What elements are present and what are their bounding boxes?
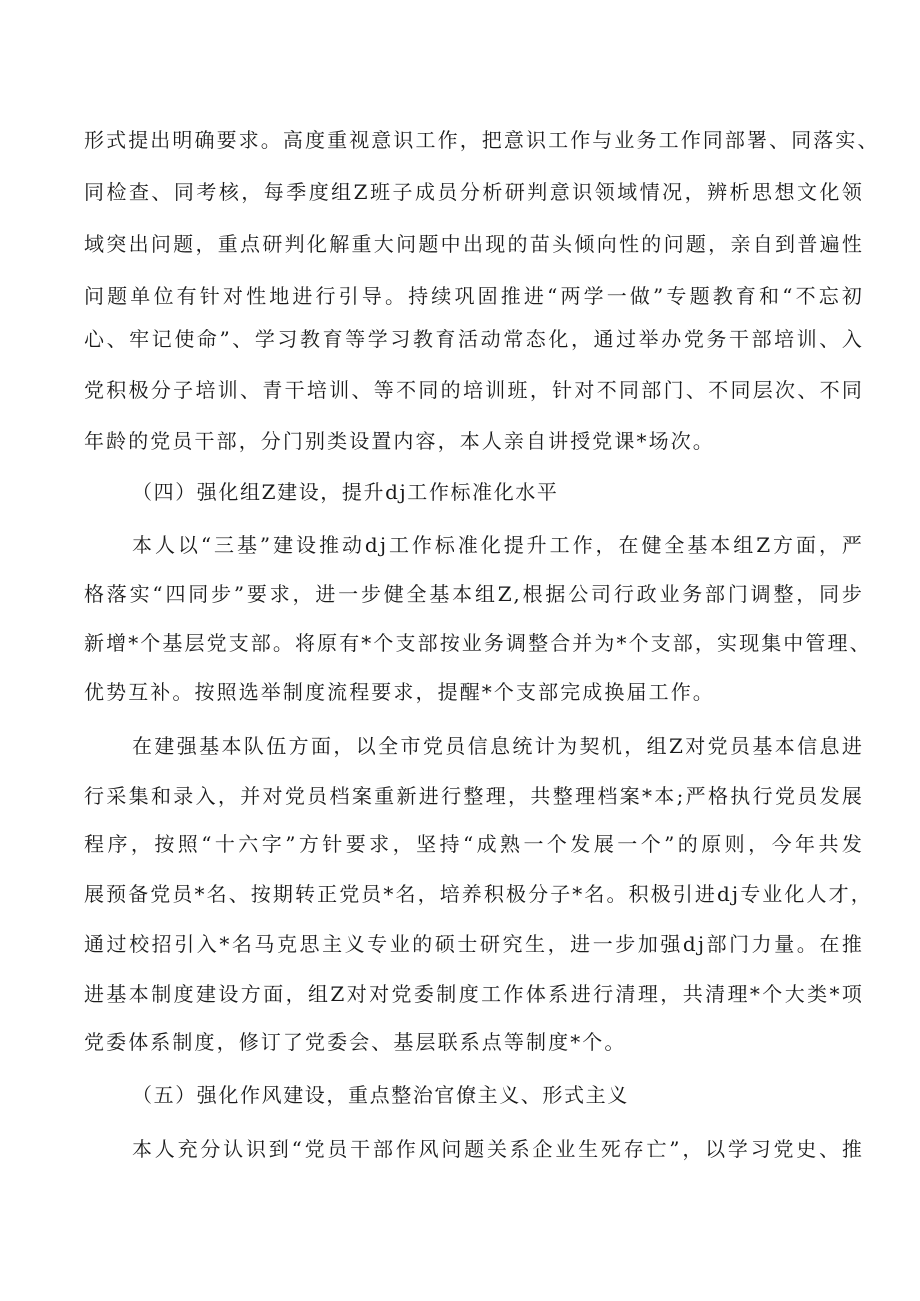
paragraph-line: 行采集和录入，并对党员档案重新进行整理，共整理档案*本;严格执行党员发展 [84,784,864,808]
paragraph-line: 年龄的党员干部，分门别类设置内容，本人亲自讲授党课*场次。 [84,429,715,453]
paragraph-line: 形式提出明确要求。高度重视意识工作，把意识工作与业务工作同部署、同落实、 [84,128,880,152]
section-heading-4: （四）强化组Z建设，提升dj工作标准化水平 [132,480,559,504]
paragraph-line: 党委体系制度，修订了党委会、基层联系点等制度*个。 [84,1030,627,1054]
paragraph-line: 本人充分认识到“党员干部作风问题关系企业生死存亡”，以学习党史、推 [132,1137,864,1161]
section-heading-5: （五）强化作风建设，重点整治官僚主义、形式主义 [132,1083,629,1107]
paragraph-line: 进基本制度建设方面，组Z对对党委制度工作体系进行清理，共清理*个大类*项 [84,982,864,1006]
paragraph-line: 党积极分子培训、青干培训、等不同的培训班，针对不同部门、不同层次、不同 [84,378,864,402]
paragraph-line: 心、牢记使命”、学习教育等学习教育活动常态化，通过举办党务干部培训、入 [84,327,864,351]
paragraph-line: 优势互补。按照选举制度流程要求，提醒*个支部完成换届工作。 [84,680,715,704]
paragraph-line: 新增*个基层党支部。将原有*个支部按业务调整合并为*个支部，实现集中管理、 [84,631,872,655]
paragraph-line: 问题单位有针对性地进行引导。持续巩固推进“两学一做”专题教育和“不忘初 [84,284,864,308]
paragraph-line: 格落实“四同步”要求，进一步健全基本组Z,根据公司行政业务部门调整，同步 [84,582,864,606]
paragraph-line: 程序，按照“十六字”方针要求，坚持“成熟一个发展一个”的原则，今年共发 [84,832,864,856]
paragraph-line: 在建强基本队伍方面，以全市党员信息统计为契机，组Z对党员基本信息进 [132,734,864,758]
paragraph-line: 展预备党员*名、按期转正党员*名，培养积极分子*名。积极引进dj专业化人才， [84,882,873,906]
paragraph-line: 域突出问题，重点研判化解重大问题中出现的苗头倾向性的问题，亲自到普遍性 [84,232,864,256]
paragraph-line: 本人以“三基”建设推动dj工作标准化提升工作，在健全基本组Z方面，严 [132,533,864,557]
paragraph-line: 通过校招引入*名马克思主义专业的硕士研究生，进一步加强dj部门力量。在推 [84,932,864,956]
paragraph-line: 同检查、同考核，每季度组Z班子成员分析研判意识领域情况，辨析思想文化领 [84,180,864,204]
